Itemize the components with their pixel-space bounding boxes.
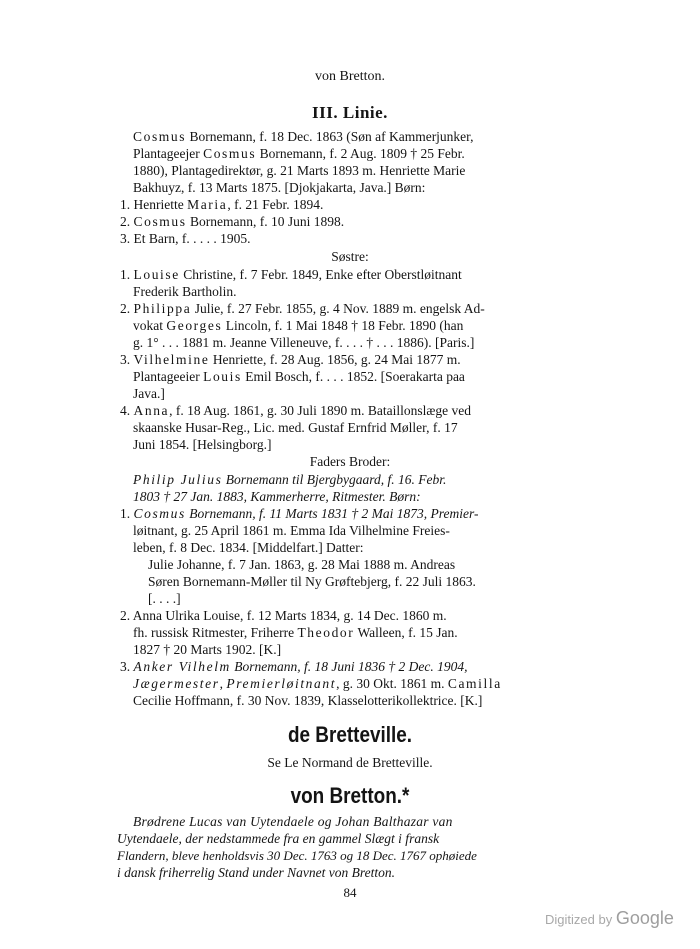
section-title: III. Linie. (312, 103, 388, 122)
entry-line: Plantageeier Louis Emil Bosch, f. . . . 1852. [Soerakarta paa (133, 369, 465, 384)
entry-line: Philip Julius Bornemann til Bjergbygaard, f. 16. Febr. (133, 472, 447, 487)
entry-line: Java.] (133, 386, 165, 401)
intro-line: Uytendaele, der nedstammede fra en gammel Slægt i fransk (117, 831, 440, 846)
list-item: 2. Philippa Julie, f. 27 Febr. 1855, g. 4 Nov. 1889 m. engelsk Ad- (120, 301, 485, 316)
entry-line: leben, f. 8 Dec. 1834. [Middelfart.] Datter: (133, 540, 364, 555)
intro-line: Flandern, bleve henholdsvis 30 Dec. 1763 og 18 Dec. 1767 ophøiede (117, 848, 477, 863)
intro-line: Brødrene Lucas van Uytendaele og Johan Balthazar van (133, 814, 453, 829)
entry-line: Julie Johanne, f. 7 Jan. 1863, g. 28 Mai 1888 m. Andreas (148, 557, 456, 572)
entry-line: [. . . .] (148, 591, 181, 606)
entry-line: Cecilie Hoffmann, f. 30 Nov. 1839, Klasselotterikollektrice. [K.] (133, 693, 483, 708)
intro-line: i dansk friherrelig Stand under Navnet von Bretton. (117, 865, 395, 880)
entry-line: Søren Bornemann-Møller til Ny Grøftebjerg, f. 22 Juli 1863. (148, 574, 476, 589)
entry-line: fh. russisk Ritmester, Friherre Theodor Walleen, f. 15 Jan. (133, 625, 458, 640)
entry-line: skaanske Husar-Reg., Lic. med. Gustaf Ernfrid Møller, f. 17 (133, 420, 458, 435)
list-item: 3. Anker Vilhelm Bornemann, f. 18 Juni 1836 † 2 Dec. 1904, (120, 659, 468, 674)
list-item: 3. Et Barn, f. . . . . 1905. (120, 231, 251, 246)
family-heading-bretteville: de Bretteville. (287, 722, 413, 747)
subheading-fathers-brother: Faders Broder: (309, 454, 391, 469)
entry-line: 1880), Plantagedirektør, g. 21 Marts 1893 m. Henriette Marie (133, 163, 466, 178)
list-item: 4. Anna, f. 18 Aug. 1861, g. 30 Juli 1890 m. Bataillonslæge ved (120, 403, 472, 418)
google-logo: Google (615, 908, 674, 928)
entry-line: Bakhuyz, f. 13 Marts 1875. [Djokjakarta, Java.] Børn: (133, 180, 426, 195)
entry-line: 1827 † 20 Marts 1902. [K.] (133, 642, 282, 657)
subheading-sisters: Søstre: (331, 249, 369, 264)
entry-line: vokat Georges Lincoln, f. 1 Mai 1848 † 18 Febr. 1890 (han (133, 318, 464, 333)
list-item: 3. Vilhelmine Henriette, f. 28 Aug. 1856, g. 24 Mai 1877 m. (120, 352, 461, 367)
running-head: von Bretton. (315, 69, 385, 84)
entry-line: Frederik Bartholin. (133, 284, 237, 299)
list-item: 1. Louise Christine, f. 7 Febr. 1849, Enke efter Oberstløitnant (120, 267, 462, 282)
entry-line: Jægermester, Premierløitnant, g. 30 Okt. 1861 m. Camilla (133, 676, 502, 691)
list-item: 2. Cosmus Bornemann, f. 10 Juni 1898. (120, 214, 345, 229)
entry-line: løitnant, g. 25 April 1861 m. Emma Ida Vilhelmine Freies- (133, 523, 450, 538)
cross-reference: Se Le Normand de Bretteville. (267, 755, 433, 770)
list-item: 2. Anna Ulrika Louise, f. 12 Marts 1834, g. 14 Dec. 1860 m. (120, 608, 447, 623)
entry-line: Plantageejer Cosmus Bornemann, f. 2 Aug. 1809 † 25 Febr. (133, 146, 465, 161)
entry-line: g. 1° . . . 1881 m. Jeanne Villeneuve, f. . . . † . . . 1886). [Paris.] (133, 335, 475, 350)
family-heading-bretton: von Bretton.* (290, 783, 410, 808)
list-item: 1. Henriette Maria, f. 21 Febr. 1894. (120, 197, 324, 212)
entry-line: Juni 1854. [Helsingborg.] (133, 437, 272, 452)
entry-line: 1803 † 27 Jan. 1883, Kammerherre, Ritmester. Børn: (133, 489, 421, 504)
digitized-watermark: Digitized by Google (545, 908, 674, 928)
page-number: 84 (343, 885, 357, 900)
list-item: 1. Cosmus Bornemann, f. 11 Marts 1831 † 2 Mai 1873, Premier- (120, 506, 479, 521)
entry-line: Cosmus Bornemann, f. 18 Dec. 1863 (Søn af Kammerjunker, (133, 129, 474, 144)
